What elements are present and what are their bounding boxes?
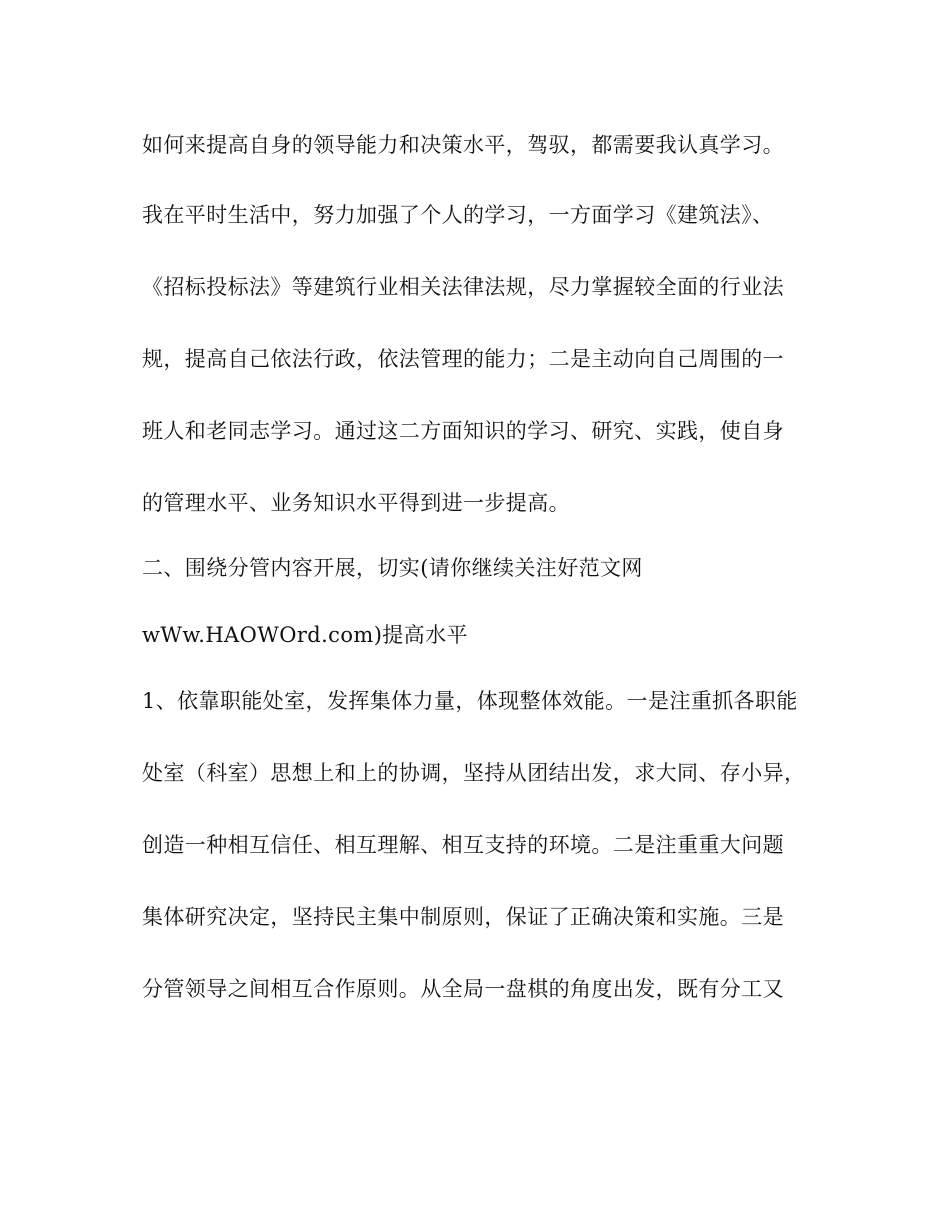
text-line: 如何来提高自身的领导能力和决策水平，驾驭，都需要我认真学习。 (142, 133, 784, 157)
section-heading-continued: wWw.HAOWOrd.com)提高水平 (142, 623, 468, 647)
text-line: 我在平时生活中，努力加强了个人的学习，一方面学习《建筑法》、 (142, 203, 774, 227)
text-line: 规，提高自己依法行政，依法管理的能力；二是主动向自己周围的一 (142, 347, 784, 371)
text-line: 《招标投标法》等建筑行业相关法律法规，尽力掌握较全面的行业法 (142, 275, 784, 299)
text-line: 的管理水平、业务知识水平得到进一步提高。 (142, 491, 570, 515)
text-line: 集体研究决定，坚持民主集中制原则，保证了正确决策和实施。三是 (142, 905, 784, 929)
text-line: 创造一种相互信任、相互理解、相互支持的环境。二是注重重大问题 (142, 833, 784, 857)
text-line: 班人和老同志学习。通过这二方面知识的学习、研究、实践，使自身 (142, 419, 784, 443)
text-line: 处室（科室）思想上和上的协调，坚持从团结出发，求大同、存小异， (142, 761, 806, 785)
text-line: 分管领导之间相互合作原则。从全局一盘棋的角度出发，既有分工又 (142, 977, 784, 1001)
section-heading: 二、围绕分管内容开展，切实(请你继续关注好范文网 (142, 556, 643, 580)
text-line: 1、依靠职能处室，发挥集体力量，体现整体效能。一是注重抓各职能 (142, 689, 798, 713)
